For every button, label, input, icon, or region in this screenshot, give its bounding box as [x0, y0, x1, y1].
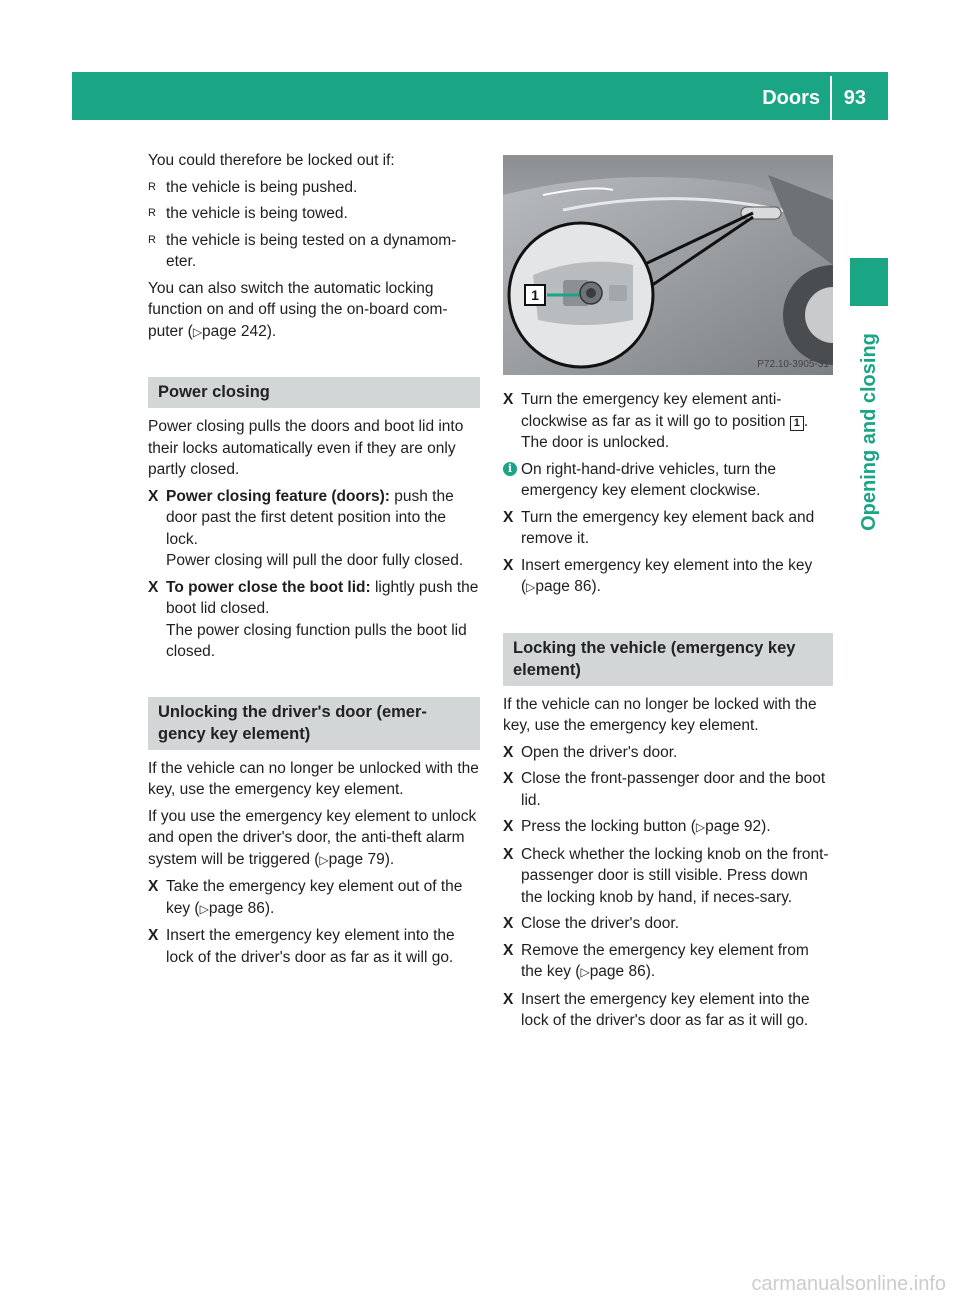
position-key-1: 1 — [790, 416, 804, 431]
info-icon: i — [503, 462, 517, 476]
bullet-icon: R — [148, 233, 156, 246]
step-arrow-icon: X — [148, 487, 159, 505]
unlocking-body-2: If you use the emergency key element to unlock and open the driver's door, the anti-theft alarm system will be triggered (▷page 79). — [148, 807, 477, 868]
locking-body: If the vehicle can no longer be locked with the key, use the emergency key element. — [503, 695, 817, 734]
step-arrow-icon: X — [503, 915, 514, 932]
step-item: X Turn the emergency key element back and remove it. — [503, 508, 815, 547]
step-item: X Check whether the locking knob on the front-passenger door is still visible. Press down the locking knob by hand, if neces-sary. — [503, 845, 829, 906]
page-ref-icon: ▷ — [526, 580, 536, 594]
step-arrow-icon: X — [503, 743, 514, 761]
right-column — [503, 150, 833, 1037]
step-arrow-icon: X — [148, 927, 159, 944]
step-arrow-icon: X — [148, 578, 159, 596]
page-ref-icon: ▷ — [695, 820, 706, 834]
page-ref-icon: ▷ — [580, 965, 590, 979]
step-arrow-icon: X — [148, 878, 159, 895]
step-item: X Open the driver's door. — [503, 742, 833, 764]
section-title: Doors — [762, 87, 820, 109]
door-lock-figure — [503, 155, 833, 375]
step-arrow-icon: X — [503, 818, 514, 835]
info-note: i On right-hand-drive vehicles, turn the emergency key element clockwise. — [503, 459, 833, 502]
list-item: R the vehicle is being towed. — [148, 203, 480, 225]
bullet-icon: R — [148, 180, 156, 193]
step-arrow-icon: X — [503, 556, 514, 574]
section-heading-locking: Locking the vehicle (emergency key element) — [503, 633, 833, 686]
step-item: X To power close the boot lid: lightly push the boot lid closed. The power closing function pulls the boot lid closed. — [148, 578, 479, 660]
unlocking-body-1: If the vehicle can no longer be unlocked with the key, use the emergency key element. — [148, 759, 479, 798]
page-ref-icon: ▷ — [199, 901, 209, 916]
step-arrow-icon: X — [503, 990, 514, 1008]
figure-code: P72.10-3905-31 — [757, 359, 829, 370]
intro-text: You could therefore be locked out if: — [148, 152, 395, 169]
auto-lock-text: You can also switch the automatic locking function on and off using the on-board com-puter (▷page 242). — [148, 279, 448, 340]
left-column — [148, 150, 480, 973]
header-divider — [830, 76, 832, 120]
page-ref-icon: ▷ — [192, 324, 203, 339]
power-closing-body: Power closing pulls the doors and boot lid into their locks automatically even if they are only partly closed. — [148, 418, 464, 478]
step-item: X Insert the emergency key element into the lock of the driver's door as far as it will go. — [503, 990, 810, 1029]
page-ref-link[interactable]: page 86 — [208, 899, 265, 917]
step-arrow-icon: X — [503, 941, 514, 959]
page-ref-link[interactable]: page 86 — [589, 963, 646, 980]
list-item: R the vehicle is being tested on a dynamom-eter. — [148, 231, 457, 270]
step-item: X Close the front-passenger door and the boot lid. — [503, 770, 826, 809]
step-arrow-icon: X — [503, 845, 514, 863]
step-item: X Close the driver's door. — [503, 913, 833, 935]
step-item: X Press the locking button (▷page 92). — [503, 816, 833, 839]
list-item: R the vehicle is being pushed. — [148, 177, 480, 199]
watermark: carmanualsonline.info — [751, 1273, 946, 1295]
page-ref-link[interactable]: page 79 — [328, 850, 385, 868]
step-arrow-icon: X — [503, 508, 514, 526]
step-item: X Remove the emergency key element from the key (▷page 86). — [503, 941, 809, 980]
page-ref-link[interactable]: page 86 — [535, 578, 592, 595]
section-heading-unlocking: Unlocking the driver's door (emer-gency key element) — [148, 697, 480, 750]
page-ref-link[interactable]: page 242 — [202, 322, 267, 340]
page-ref-icon: ▷ — [319, 852, 329, 867]
step-item: X Insert the emergency key element into the lock of the driver's door as far as it will go. — [148, 927, 455, 966]
chapter-label: Opening and closing — [858, 333, 880, 531]
bullet-icon: R — [148, 207, 156, 219]
step-arrow-icon: X — [503, 770, 514, 787]
figure-callout-1: 1 — [531, 287, 539, 303]
section-heading-power-closing: Power closing — [148, 377, 480, 408]
step-item: X Insert emergency key element into the key (▷page 86). — [503, 556, 813, 595]
page-ref-link[interactable]: page 92 — [705, 818, 762, 835]
car-door-illustration — [503, 155, 833, 375]
page-header — [72, 72, 888, 120]
step-item: X Take the emergency key element out of the key (▷page 86). — [148, 878, 463, 917]
page-number: 93 — [843, 87, 866, 109]
step-item: X Power closing feature (doors): push the door past the first detent position into the lock. Power closing will pull the door fully closed. — [148, 487, 464, 569]
chapter-tab — [850, 258, 888, 306]
step-arrow-icon: X — [503, 391, 514, 408]
step-item: X Turn the emergency key element anti-clockwise as far as it will go to position 1 . The door is unlocked. — [503, 391, 809, 451]
